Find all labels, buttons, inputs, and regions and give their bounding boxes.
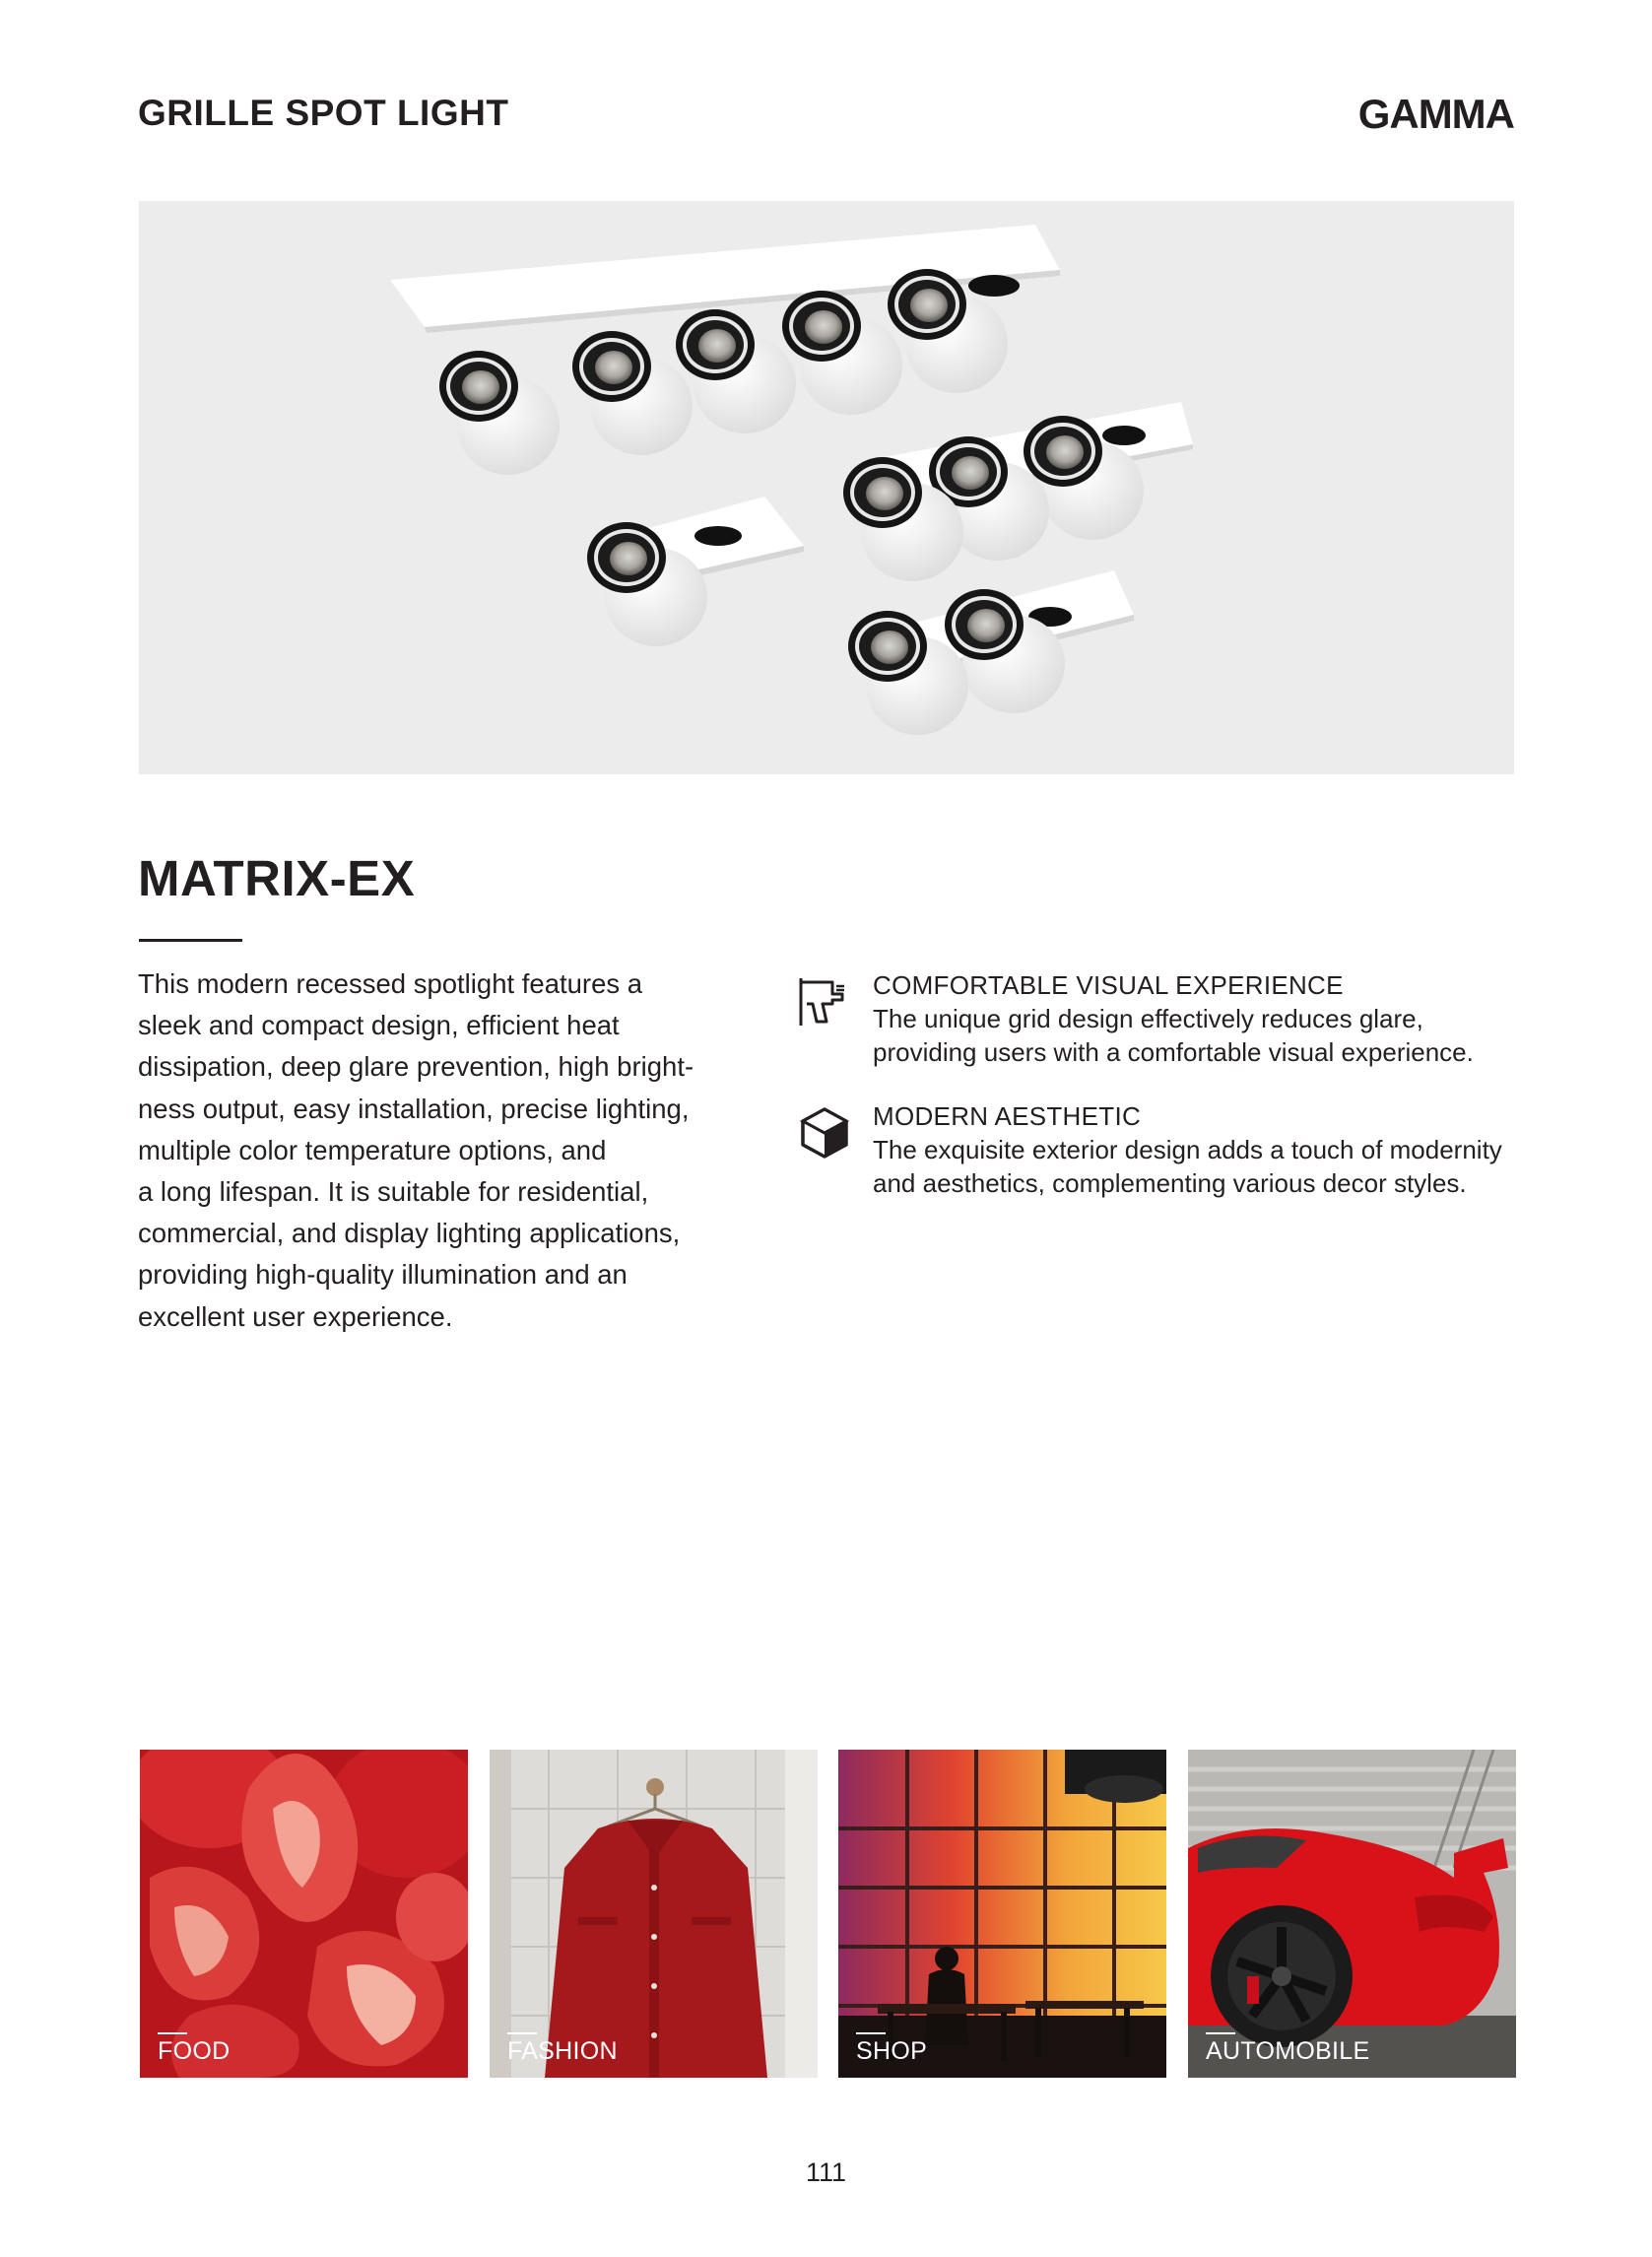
feature-text: The unique grid design effectively reduces glare, providing users with a comfortable visual experience. (873, 1004, 1474, 1067)
application-tile-automobile (1188, 1750, 1516, 2078)
label-bar (507, 2032, 537, 2034)
strawberries-photo (140, 1750, 468, 2078)
tile-label: FOOD (158, 2037, 231, 2065)
application-tile-food (140, 1750, 468, 2078)
product-hero-image (139, 201, 1514, 774)
feature-text: The exquisite exterior design adds a touch of modernity and aesthetics, complementing various decor styles. (873, 1135, 1502, 1198)
tile-label: AUTOMOBILE (1206, 2037, 1370, 2065)
product-description: This modern recessed spotlight features a sleek and compact design, efficient heat dissipation, deep glare prevention, high bright- ness output, easy installation, precise lighting, multiple color temperature options, and a long lifespan. It is suitable for residential, commercial, and display lighting applications, providing high-quality illumination and an excellent user experience. (138, 968, 694, 1332)
tile-label: FASHION (507, 2037, 618, 2065)
label-bar (1206, 2032, 1235, 2034)
red-sports-car-photo (1188, 1750, 1516, 2078)
application-tile-shop (838, 1750, 1166, 2078)
label-bar (158, 2032, 187, 2034)
feature-title: COMFORTABLE VISUAL EXPERIENCE (873, 970, 1344, 1000)
page-number: 111 (805, 2157, 847, 2187)
application-tile-fashion (490, 1750, 818, 2078)
title-underline (139, 939, 242, 942)
section-title: GRILLE SPOT LIGHT (138, 93, 509, 133)
product-title: MATRIX-EX (138, 850, 416, 906)
feature-title: MODERN AESTHETIC (873, 1101, 1142, 1131)
shop-interior-photo (838, 1750, 1166, 2078)
brand-logo: GAMMA (1357, 91, 1514, 137)
drill-icon (797, 974, 852, 1029)
red-jacket-photo (490, 1750, 818, 2078)
label-bar (856, 2032, 886, 2034)
cube-icon (797, 1105, 852, 1161)
tile-label: SHOP (856, 2037, 928, 2065)
